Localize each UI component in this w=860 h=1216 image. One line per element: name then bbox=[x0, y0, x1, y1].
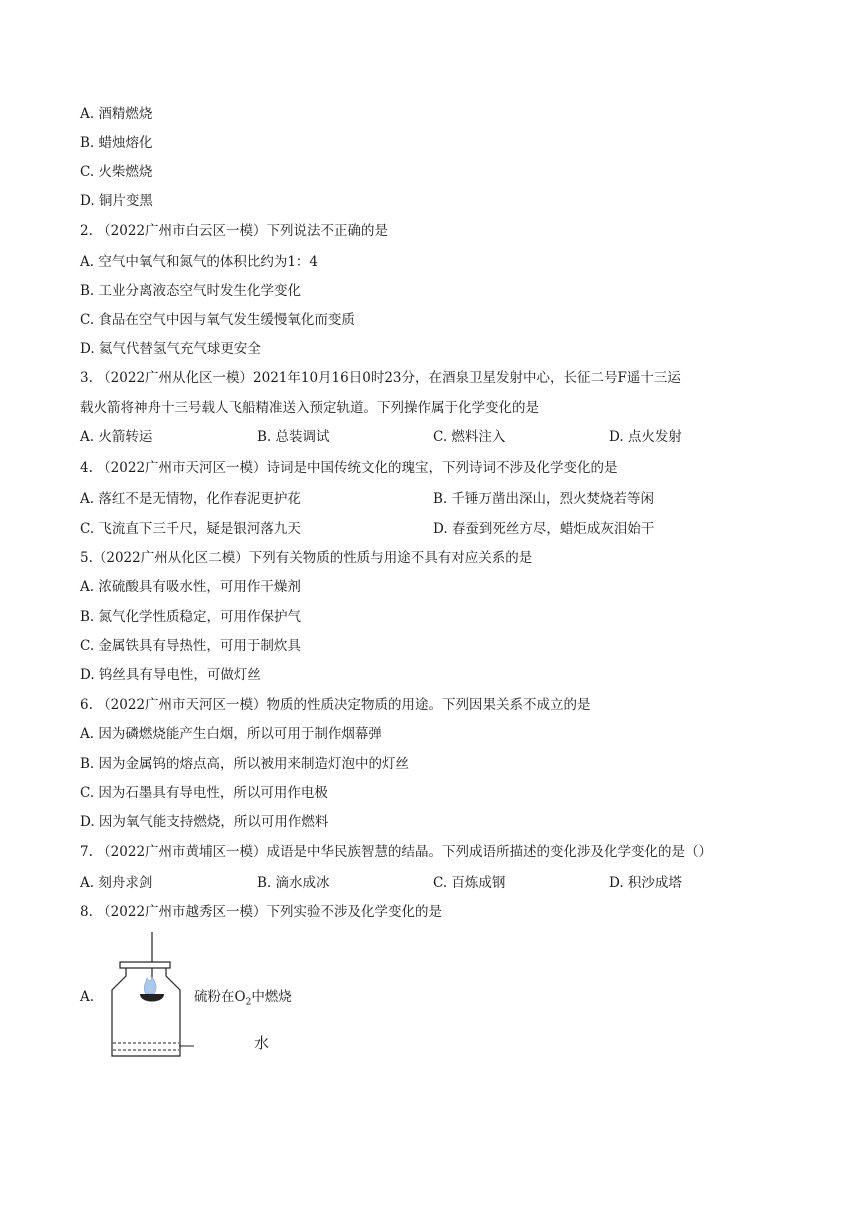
spoon-bowl bbox=[140, 994, 164, 1002]
q8-option-a-label: A. bbox=[80, 989, 95, 1005]
q2-option-a: A. 空气中氧气和氮气的体积比约为1：4 bbox=[80, 254, 319, 270]
q2-stem: 2. （2022广州市白云区一模）下列说法不正确的是 bbox=[80, 223, 389, 239]
q1-option-a: A. 酒精燃烧 bbox=[80, 106, 153, 122]
q5-stem: 5.（2022广州从化区二模）下列有关物质的性质与用途不具有对应关系的是 bbox=[80, 550, 533, 566]
flame-icon bbox=[144, 976, 156, 994]
q6-stem: 6. （2022广州市天河区一模）物质的性质决定物质的用途。下列因果关系不成立的是 bbox=[80, 697, 591, 713]
q2-option-b: B. 工业分离液态空气时发生化学变化 bbox=[80, 283, 302, 299]
q4-options-row-2 bbox=[80, 520, 780, 538]
q7-stem: 7. （2022广州市黄埔区一模）成语是中华民族智慧的结晶。下列成语所描述的变化涉及化学变化的是（） bbox=[80, 844, 713, 860]
q1-option-c: C. 火柴燃烧 bbox=[80, 164, 153, 180]
q6-option-c: C. 因为石墨具有导电性，所以可用作电极 bbox=[80, 785, 328, 801]
q3-option-b: B. 总装调试 bbox=[257, 429, 330, 445]
q3-stem-line2: 载火箭将神舟十三号载人飞船精准送入预定轨道。下列操作属于化学变化的是 bbox=[80, 400, 539, 416]
q2-option-c: C. 食品在空气中因与氧气发生缓慢氧化而变质 bbox=[80, 312, 355, 328]
q4-option-c: C. 飞流直下三千尺，疑是银河落九天 bbox=[80, 521, 301, 537]
q3-option-c: C. 燃料注入 bbox=[433, 429, 506, 445]
q1-option-b: B. 蜡烛熔化 bbox=[80, 135, 153, 151]
q1-option-d: D. 铜片变黑 bbox=[80, 193, 153, 209]
q7-options-row bbox=[80, 874, 780, 892]
q6-option-a: A. 因为磷燃烧能产生白烟，所以可用于制作烟幕弹 bbox=[80, 726, 382, 742]
q8-stem: 8. （2022广州市越秀区一模）下列实验不涉及化学变化的是 bbox=[80, 904, 443, 920]
q5-option-a: A. 浓硫酸具有吸水性，可用作干燥剂 bbox=[80, 579, 301, 595]
q5-option-d: D. 钨丝具有导电性，可做灯丝 bbox=[80, 667, 261, 683]
q6-option-b: B. 因为金属钨的熔点高，所以被用来制造灯泡中的灯丝 bbox=[80, 756, 410, 772]
q5-option-c: C. 金属铁具有导热性，可用于制炊具 bbox=[80, 638, 301, 654]
q2-option-d: D. 氦气代替氢气充气球更安全 bbox=[80, 341, 261, 357]
q8-option-a-caption: 硫粉在$O_2$中燃烧 bbox=[194, 989, 292, 1008]
q4-option-b: B. 千锤万凿出深山，烈火焚烧若等闲 bbox=[433, 491, 655, 507]
q4-stem: 4. （2022广州市天河区一模）诗词是中国传统文化的瑰宝，下列诗词不涉及化学变化的是 bbox=[80, 460, 618, 476]
q7-option-c: C. 百炼成钢 bbox=[433, 875, 506, 891]
q4-option-a: A. 落红不是无情物，化作春泥更护花 bbox=[80, 491, 301, 507]
q4-option-d: D. 春蚕到死丝方尽，蜡炬成灰泪始干 bbox=[433, 521, 655, 537]
q4-options-row-1 bbox=[80, 490, 780, 508]
q7-option-a: A. 刻舟求剑 bbox=[80, 875, 153, 891]
q3-options-row bbox=[80, 428, 780, 446]
q6-option-d: D. 因为氧气能支持燃烧，所以可用作燃料 bbox=[80, 814, 329, 830]
q8-option-a-figure bbox=[80, 932, 400, 1062]
q3-option-d: D. 点火发射 bbox=[609, 429, 682, 445]
q7-option-d: D. 积沙成塔 bbox=[609, 875, 682, 891]
q3-stem-line1: 3. （2022广州从化区一模）2021年10月16日0时23分，在酒泉卫星发射中心，长征二号F遥十三运 bbox=[80, 370, 681, 386]
q3-option-a: A. 火箭转运 bbox=[80, 429, 153, 445]
water-label: 水 bbox=[254, 1034, 270, 1052]
jar-lid bbox=[120, 962, 170, 968]
q5-option-b: B. 氮气化学性质稳定，可用作保护气 bbox=[80, 609, 302, 625]
q7-option-b: B. 滴水成冰 bbox=[257, 875, 330, 891]
